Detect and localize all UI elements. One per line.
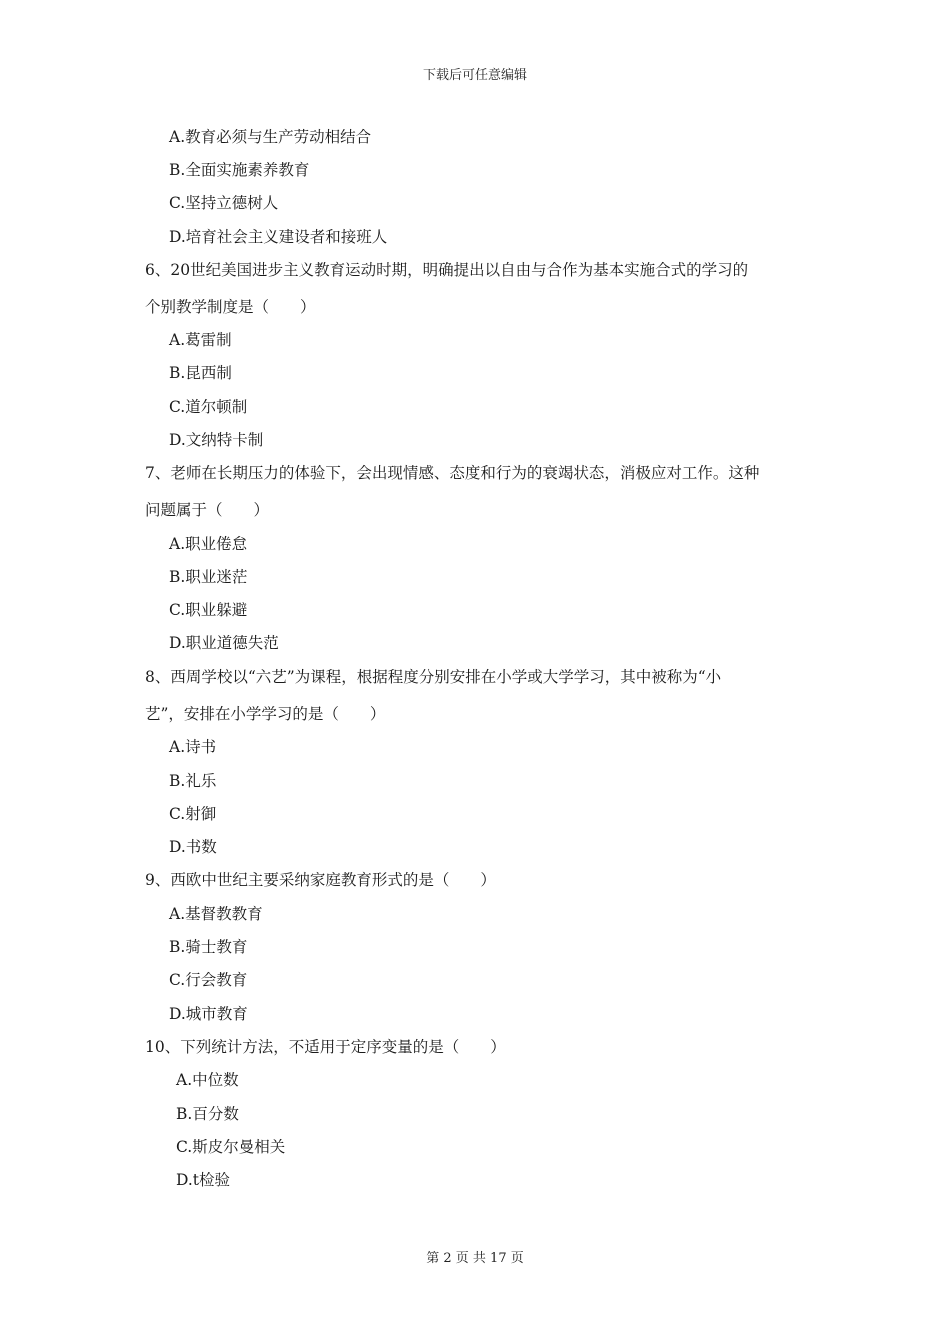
q9-option-c: C.行会教育 — [169, 971, 248, 989]
q9-option-b: B.骑士教育 — [169, 938, 248, 956]
q9-option-d: D.城市教育 — [169, 1005, 248, 1023]
q5-option-c: C.坚持立德树人 — [169, 194, 279, 212]
q7-option-a: A.职业倦怠 — [169, 535, 248, 553]
q6-option-a: A.葛雷制 — [169, 331, 232, 349]
q9-option-a: A.基督教教育 — [169, 905, 263, 923]
q10-option-b: B.百分数 — [176, 1105, 239, 1123]
q6-stem-line2: 个别教学制度是（ ） — [145, 298, 316, 316]
q6-option-d: D.文纳特卡制 — [169, 431, 264, 449]
q8-option-d: D.书数 — [169, 838, 217, 856]
q9-stem-line1: 9、西欧中世纪主要采纳家庭教育形式的是（ ） — [145, 871, 496, 889]
q7-stem-line2: 问题属于（ ） — [145, 501, 270, 519]
q6-option-b: B.昆西制 — [169, 364, 232, 382]
q10-option-d: D.t检验 — [176, 1171, 231, 1189]
q8-stem-line2: 艺”，安排在小学学习的是（ ） — [145, 705, 386, 723]
q5-option-b: B.全面实施素养教育 — [169, 161, 310, 179]
q7-option-c: C.职业躲避 — [169, 601, 248, 619]
q8-option-a: A.诗书 — [169, 738, 217, 756]
q10-option-a: A.中位数 — [176, 1071, 239, 1089]
q8-option-b: B.礼乐 — [169, 772, 217, 790]
q5-option-d: D.培育社会主义建设者和接班人 — [169, 228, 388, 246]
q7-option-b: B.职业迷茫 — [169, 568, 248, 586]
q8-stem-line1: 8、西周学校以“六艺”为课程，根据程度分别安排在小学或大学学习，其中被称为“小 — [145, 668, 722, 686]
q7-stem-line1: 7、老师在长期压力的体验下，会出现情感、态度和行为的衰竭状态，消极应对工作。这种 — [145, 464, 760, 482]
q6-option-c: C.道尔顿制 — [169, 398, 248, 416]
q10-stem-line1: 10、下列统计方法，不适用于定序变量的是（ ） — [145, 1038, 506, 1056]
page-footer: 第 2 页 共 17 页 — [426, 1251, 524, 1266]
q6-stem-line1: 6、20世纪美国进步主义教育运动时期，明确提出以自由与合作为基本实施合式的学习的 — [145, 261, 749, 279]
q7-option-d: D.职业道德失范 — [169, 634, 279, 652]
q5-option-a: A.教育必须与生产劳动相结合 — [169, 128, 372, 146]
page-header: 下载后可任意编辑 — [422, 68, 527, 83]
q10-option-c: C.斯皮尔曼相关 — [176, 1138, 286, 1156]
q8-option-c: C.射御 — [169, 805, 217, 823]
